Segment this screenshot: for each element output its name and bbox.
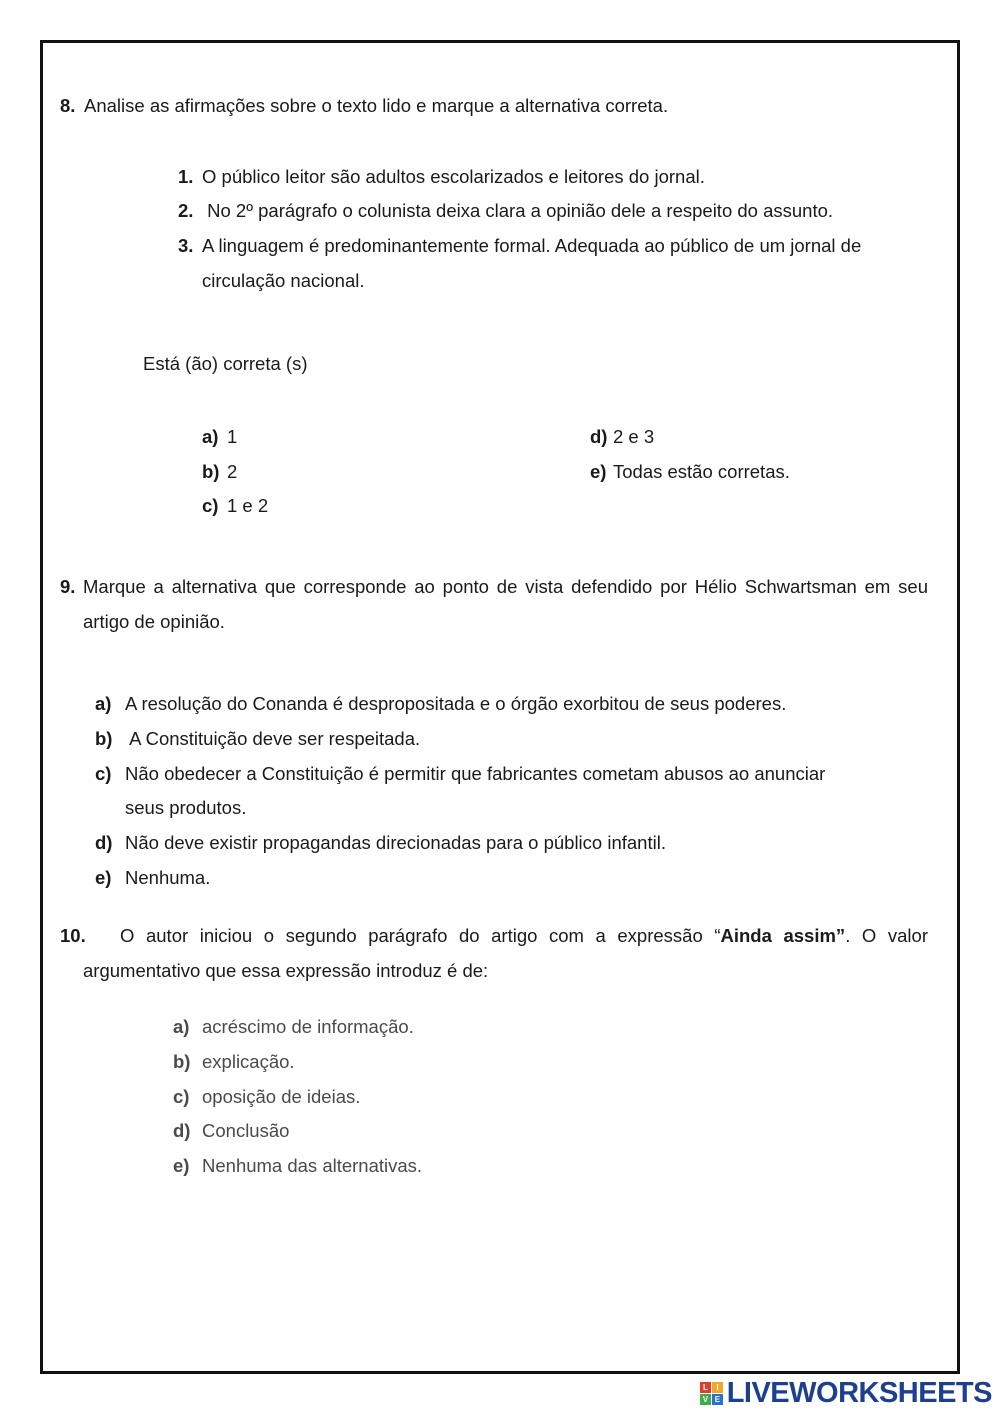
option-text: Não obedecer a Constituição é permitir que fabricantes cometam abusos ao anunciar [125, 763, 826, 784]
question-prompt: Marque a alternativa que corresponde ao ponto de vista defendido por Hélio Schwartsman em seu artigo de opinião. [83, 576, 928, 632]
option-text: 1 [227, 426, 238, 447]
options-lead: Está (ão) correta (s) [143, 353, 308, 374]
option-text-continuation: seus produtos. [125, 797, 247, 818]
option-letter: d) [95, 832, 113, 853]
statement-text: O público leitor são adultos escolarizados e leitores do jornal. [202, 166, 705, 187]
logo-mark-cell: E [712, 1394, 723, 1405]
question-number: 10. [60, 925, 86, 946]
option-text: Todas estão corretas. [613, 461, 790, 482]
logo-mark-cell: I [712, 1382, 723, 1393]
logo-mark-icon [700, 1382, 723, 1405]
option-letter: a) [173, 1016, 190, 1037]
option-letter: e) [590, 461, 607, 482]
statement-number: 3. [178, 235, 194, 256]
question-number: 9. [60, 576, 76, 597]
option-letter: c) [173, 1086, 190, 1107]
option-text: Nenhuma. [125, 867, 211, 888]
prompt-text-after: . O valor argumentativo que essa expressão introduz é de: [83, 925, 928, 981]
option-text: explicação. [202, 1051, 295, 1072]
option-letter: d) [173, 1120, 191, 1141]
prompt-emphasis: Ainda assim” [720, 925, 846, 946]
statement-text-continuation: circulação nacional. [202, 270, 365, 291]
prompt-text-before: O autor iniciou o segundo parágrafo do artigo com a expressão “ [120, 925, 721, 946]
question-prompt: Analise as afirmações sobre o texto lido e marque a alternativa correta. [84, 95, 669, 116]
option-text: acréscimo de informação. [202, 1016, 414, 1037]
logo-text: LIVEWORKSHEETS [726, 1376, 992, 1409]
liveworksheets-logo [700, 1376, 992, 1410]
option-letter: e) [95, 867, 112, 888]
option-text: 1 e 2 [227, 495, 269, 516]
question-number: 8. [60, 95, 76, 116]
statement-text: No 2º parágrafo o colunista deixa clara a opinião dele a respeito do assunto. [202, 200, 834, 221]
option-text: Conclusão [202, 1120, 290, 1141]
option-letter: b) [95, 728, 113, 749]
option-text: Nenhuma das alternativas. [202, 1155, 423, 1176]
option-text: Não deve existir propagandas direcionadas para o público infantil. [125, 832, 666, 853]
option-text: A resolução do Conanda é despropositada e o órgão exorbitou de seus poderes. [125, 693, 787, 714]
option-letter: d) [590, 426, 608, 447]
logo-mark-cell: L [700, 1382, 711, 1393]
option-letter: b) [173, 1051, 191, 1072]
option-text: 2 [227, 461, 238, 482]
option-text: oposição de ideias. [202, 1086, 361, 1107]
option-letter: a) [202, 426, 219, 447]
option-text: A Constituição deve ser respeitada. [125, 728, 421, 749]
option-letter: c) [202, 495, 219, 516]
question-prompt [83, 918, 928, 988]
statement-number: 1. [178, 166, 194, 187]
logo-mark-cell: V [700, 1394, 711, 1405]
option-letter: e) [173, 1155, 190, 1176]
statement-text: A linguagem é predominantemente formal. Adequada ao público de um jornal de [202, 235, 862, 256]
option-letter: c) [95, 763, 112, 784]
option-letter: b) [202, 461, 220, 482]
statement-number: 2. [178, 200, 194, 221]
option-text: 2 e 3 [613, 426, 655, 447]
option-letter: a) [95, 693, 112, 714]
